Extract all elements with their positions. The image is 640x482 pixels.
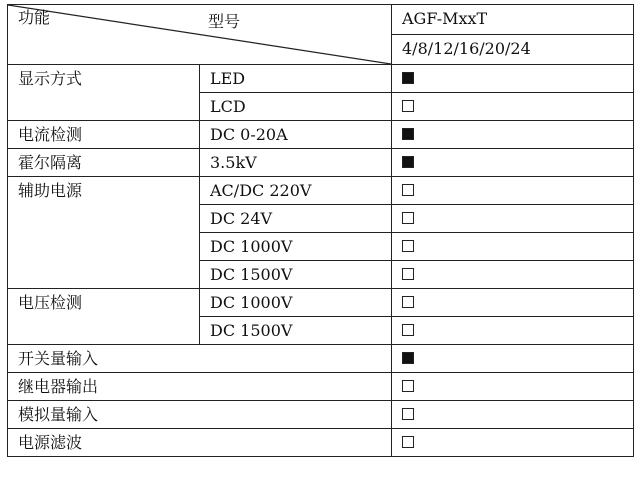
check-cell [392,233,634,261]
model-variants-cell: 4/8/12/16/20/24 [392,35,634,65]
header-diagonal-cell [8,5,392,65]
checkbox-icon [402,408,414,420]
table-row [8,345,634,373]
table-row [8,121,634,149]
check-cell [392,345,634,373]
check-cell [392,289,634,317]
checkbox-icon [402,184,414,196]
table-row [8,65,634,93]
check-cell [392,93,634,121]
check-cell [392,121,634,149]
model-name-cell: AGF-MxxT [392,5,634,35]
checkbox-icon [402,128,414,140]
option-cell: DC 1500V [200,317,392,345]
option-cell: DC 1500V [200,261,392,289]
check-cell [392,177,634,205]
spec-table [7,4,634,457]
option-cell: DC 0-20A [200,121,392,149]
table-row [8,289,634,317]
table-row [8,373,634,401]
function-cell: 继电器输出 [8,373,392,401]
checkbox-icon [402,156,414,168]
check-cell [392,65,634,93]
option-cell: DC 1000V [200,289,392,317]
check-cell [392,149,634,177]
checkbox-icon [402,352,414,364]
check-cell [392,373,634,401]
function-cell: 开关量输入 [8,345,392,373]
check-cell [392,429,634,457]
checkbox-icon [402,240,414,252]
checkbox-icon [402,100,414,112]
checkbox-icon [402,436,414,448]
option-cell: LCD [200,93,392,121]
function-cell: 电压检测 [8,289,200,345]
check-cell [392,317,634,345]
checkbox-icon [402,296,414,308]
function-cell: 电流检测 [8,121,200,149]
checkbox-icon [402,380,414,392]
table-row [8,401,634,429]
checkbox-icon [402,324,414,336]
function-cell: 霍尔隔离 [8,149,200,177]
function-cell: 模拟量输入 [8,401,392,429]
checkbox-icon [402,212,414,224]
option-cell: AC/DC 220V [200,177,392,205]
header-function-label: 功能 [18,8,51,27]
option-cell: LED [200,65,392,93]
header-model-label: 型号 [208,12,241,31]
option-cell: 3.5kV [200,149,392,177]
table-row [8,429,634,457]
header-row [8,5,634,35]
check-cell [392,401,634,429]
checkbox-icon [402,268,414,280]
function-cell: 显示方式 [8,65,200,121]
checkbox-icon [402,72,414,84]
check-cell [392,261,634,289]
option-cell: DC 24V [200,205,392,233]
option-cell: DC 1000V [200,233,392,261]
diagonal-divider [8,5,391,64]
function-cell: 辅助电源 [8,177,200,289]
table-row [8,149,634,177]
check-cell [392,205,634,233]
table-row [8,177,634,205]
function-cell: 电源滤波 [8,429,392,457]
